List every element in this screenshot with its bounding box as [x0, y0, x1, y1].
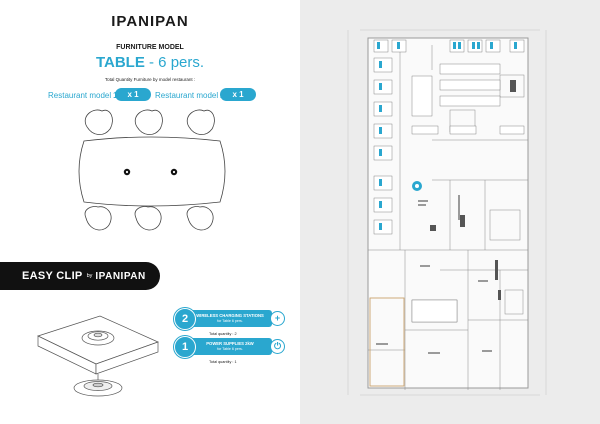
page-title	[0, 54, 300, 71]
chair-top-right	[187, 110, 214, 135]
easy-clip-brand: IPANIPAN	[95, 270, 146, 282]
easy-clip-title: EASY CLIP	[22, 270, 83, 282]
booth-column	[374, 58, 392, 234]
feature-title: WIRELESS CHARGING STATIONS	[196, 313, 264, 318]
title-strong: TABLE	[95, 54, 145, 71]
chair-bottom-middle	[135, 206, 161, 229]
easy-clip-by: by	[86, 273, 93, 279]
restaurant-model-label: Restaurant model	[48, 90, 112, 100]
feature-count-badge: 2	[174, 308, 196, 330]
easy-clip-product-drawing	[30, 300, 165, 405]
restaurant-model-2-quantity: x 1	[220, 88, 256, 101]
table-six-person-drawing	[70, 105, 235, 240]
feature-power-supplies	[174, 336, 286, 364]
restaurant-floor-plan	[300, 0, 600, 424]
feature-label-bar	[188, 310, 272, 327]
plug-icon: ⏻	[270, 339, 285, 354]
restaurant-model-1	[48, 88, 118, 102]
restaurant-model-label: Restaurant model	[155, 90, 219, 100]
feature-total-quantity: Total quantity : 2	[209, 332, 237, 336]
chair-bottom-right	[187, 206, 213, 229]
floor-plan-panel	[300, 0, 600, 424]
chair-bottom-left	[85, 206, 111, 229]
easy-clip-banner	[0, 262, 160, 290]
title-rest: - 6 pers.	[149, 54, 205, 71]
feature-total-quantity: Total quantity : 1	[209, 360, 237, 364]
restaurant-model-1-quantity: x 1	[115, 88, 151, 101]
plus-circle-icon: +	[270, 311, 285, 326]
chair-top-middle	[135, 110, 162, 135]
feature-title: POWER SUPPLIES 2kW	[206, 341, 254, 346]
total-quantity-label: Total Quantity Furniture by model restaurant :	[104, 77, 196, 82]
feature-count-badge: 1	[174, 336, 196, 358]
feature-subtitle: for Table 6 pers.	[217, 319, 243, 323]
feature-label-bar	[188, 338, 272, 355]
chair-top-left	[85, 110, 112, 135]
brand-logo: IPANIPAN	[111, 13, 189, 30]
furniture-model-label: FURNITURE MODEL	[116, 44, 184, 51]
table-top	[79, 137, 225, 206]
restaurant-model-2	[155, 88, 225, 102]
feature-wireless-charging	[174, 308, 286, 336]
feature-subtitle: for Table 6 pers.	[217, 347, 243, 351]
